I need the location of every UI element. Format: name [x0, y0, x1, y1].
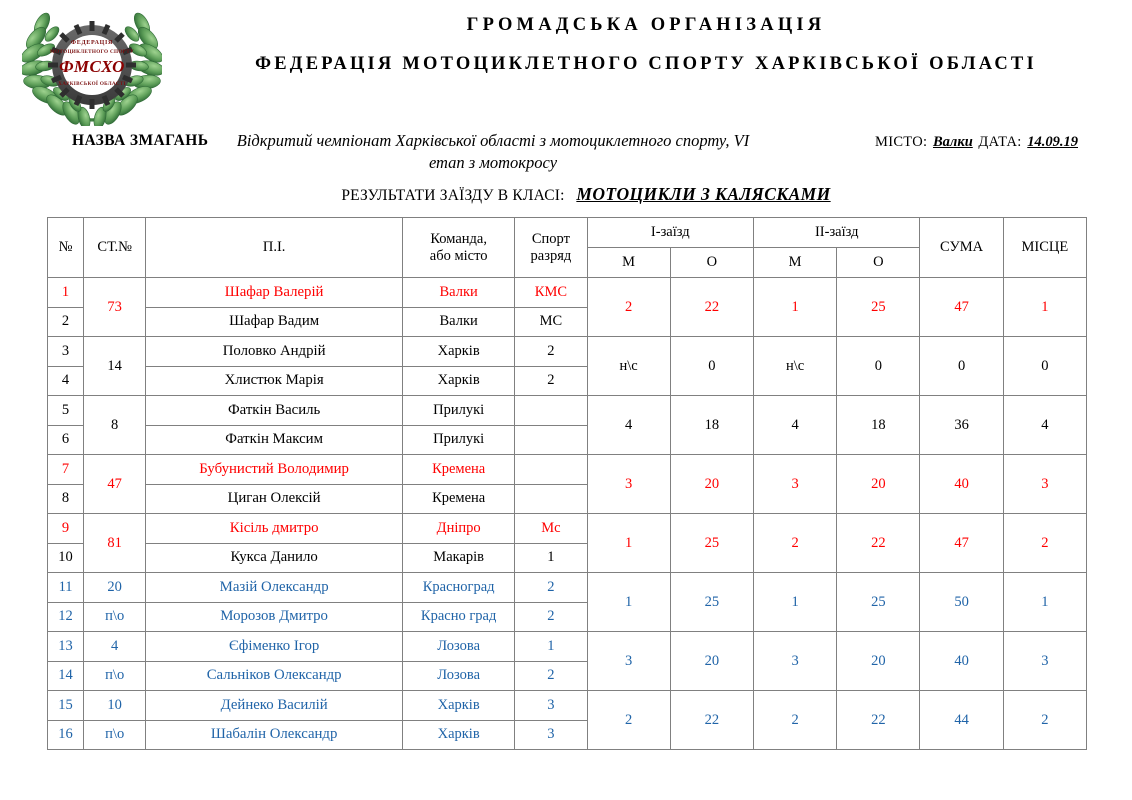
- cell-sport-rank: [515, 455, 587, 485]
- logo-ring-mid-text: МОТОЦИКЛЕТНОГО СПОРТУ: [49, 49, 135, 55]
- cell-heat2-o: 20: [837, 455, 920, 514]
- cell-heat1-o: 20: [670, 455, 753, 514]
- cell-sum: 40: [920, 632, 1003, 691]
- cell-place: 1: [1003, 573, 1086, 632]
- header-row-1: [48, 218, 1087, 248]
- cell-no: 3: [48, 337, 84, 367]
- cell-team: Красно град: [403, 602, 515, 632]
- col-header-heat1-m: М: [587, 248, 670, 278]
- date-label: ДАТА:: [978, 134, 1022, 150]
- cell-heat2-o: 25: [837, 278, 920, 337]
- cell-heat2-m: 1: [754, 278, 837, 337]
- cell-sport-rank: 3: [515, 720, 587, 750]
- cell-place: 3: [1003, 455, 1086, 514]
- cell-rider-name: Бубунистий Володимир: [146, 455, 403, 485]
- cell-heat1-o: 0: [670, 337, 753, 396]
- cell-heat1-o: 22: [670, 278, 753, 337]
- cell-start-no: 73: [84, 278, 146, 337]
- cell-heat2-m: 2: [754, 514, 837, 573]
- cell-rider-name: Фаткін Василь: [146, 396, 403, 426]
- cell-heat1-m: 3: [587, 455, 670, 514]
- cell-no: 10: [48, 543, 84, 573]
- cell-team: Дніпро: [403, 514, 515, 544]
- cell-heat2-m: 4: [754, 396, 837, 455]
- cell-sport-rank: 1: [515, 543, 587, 573]
- cell-place: 3: [1003, 632, 1086, 691]
- col-header-heat2-m: М: [754, 248, 837, 278]
- org-title-line-2: ФЕДЕРАЦІЯ МОТОЦИКЛЕТНОГО СПОРТУ ХАРКІВСЬКОЇ ОБЛАСТІ: [255, 54, 1037, 75]
- cell-rider-name: Шабалін Олександр: [146, 720, 403, 750]
- results-table-wrapper: [47, 217, 1087, 750]
- cell-team: Макарів: [403, 543, 515, 573]
- cell-heat2-o: 25: [837, 573, 920, 632]
- cell-sport-rank: 1: [515, 632, 587, 662]
- cell-heat2-m: н\с: [754, 337, 837, 396]
- logo-ring-top-text: ФЕДЕРАЦІЯ: [70, 40, 114, 46]
- logo-svg: [22, 8, 162, 126]
- cell-place: 2: [1003, 514, 1086, 573]
- document-header: [0, 0, 1132, 120]
- organization-titles: [170, 14, 1122, 75]
- class-result-line: [0, 184, 1132, 205]
- results-table: [47, 217, 1087, 750]
- col-header-start-no: СТ.№: [84, 218, 146, 278]
- competition-name-label: НАЗВА ЗМАГАНЬ: [72, 132, 209, 149]
- cell-no: 9: [48, 514, 84, 544]
- cell-rider-name: Сальніков Олександр: [146, 661, 403, 691]
- cell-team: Лозова: [403, 661, 515, 691]
- cell-rider-name: Дейнеко Василій: [146, 691, 403, 721]
- cell-sport-rank: 2: [515, 602, 587, 632]
- cell-team: Харків: [403, 720, 515, 750]
- competition-meta-row: [0, 128, 1132, 182]
- cell-team: Харків: [403, 337, 515, 367]
- cell-start-no: 10: [84, 691, 146, 721]
- class-label: РЕЗУЛЬТАТИ ЗАЇЗДУ В КЛАСІ:: [341, 187, 565, 204]
- cell-sport-rank: 2: [515, 366, 587, 396]
- cell-start-no: 8: [84, 396, 146, 455]
- cell-heat1-o: 18: [670, 396, 753, 455]
- cell-heat1-o: 22: [670, 691, 753, 750]
- cell-heat2-m: 2: [754, 691, 837, 750]
- cell-sum: 50: [920, 573, 1003, 632]
- col-header-name: П.І.: [146, 218, 403, 278]
- date-value: 14.09.19: [1027, 134, 1078, 150]
- cell-rider-name: Хлистюк Марія: [146, 366, 403, 396]
- cell-place: 0: [1003, 337, 1086, 396]
- cell-heat1-m: н\с: [587, 337, 670, 396]
- cell-rider-name: Половко Андрій: [146, 337, 403, 367]
- col-header-rank: [515, 218, 587, 278]
- col-header-place: МІСЦЕ: [1003, 218, 1086, 278]
- col-header-heat2-o: О: [837, 248, 920, 278]
- table-body: [48, 278, 1087, 750]
- table-row: [48, 632, 1087, 662]
- col-header-team-line2: або місто: [429, 247, 488, 264]
- cell-team: Харків: [403, 366, 515, 396]
- cell-no: 1: [48, 278, 84, 308]
- col-header-sum: СУМА: [920, 218, 1003, 278]
- cell-place: 2: [1003, 691, 1086, 750]
- table-row: [48, 514, 1087, 544]
- cell-sum: 40: [920, 455, 1003, 514]
- col-header-team-line1: Команда,: [430, 230, 487, 247]
- cell-no: 14: [48, 661, 84, 691]
- cell-no: 12: [48, 602, 84, 632]
- cell-heat2-o: 0: [837, 337, 920, 396]
- cell-start-no: п\о: [84, 602, 146, 632]
- cell-no: 5: [48, 396, 84, 426]
- cell-team: Кремена: [403, 484, 515, 514]
- cell-heat2-o: 18: [837, 396, 920, 455]
- cell-heat2-m: 3: [754, 455, 837, 514]
- cell-start-no: 81: [84, 514, 146, 573]
- cell-team: Валки: [403, 278, 515, 308]
- table-row: [48, 396, 1087, 426]
- cell-rider-name: Циган Олексій: [146, 484, 403, 514]
- cell-heat1-o: 25: [670, 573, 753, 632]
- cell-no: 11: [48, 573, 84, 603]
- cell-sport-rank: 2: [515, 661, 587, 691]
- cell-rider-name: Шафар Вадим: [146, 307, 403, 337]
- cell-rider-name: Кукса Данило: [146, 543, 403, 573]
- cell-heat1-m: 1: [587, 514, 670, 573]
- cell-no: 4: [48, 366, 84, 396]
- class-value: МОТОЦИКЛИ З КАЛЯСКАМИ: [576, 184, 831, 204]
- table-row: [48, 337, 1087, 367]
- col-header-heat1: I-заїзд: [587, 218, 753, 248]
- cell-no: 2: [48, 307, 84, 337]
- cell-team: Лозова: [403, 632, 515, 662]
- cell-sport-rank: 2: [515, 573, 587, 603]
- cell-team: Красноград: [403, 573, 515, 603]
- table-row: [48, 278, 1087, 308]
- cell-sport-rank: Мс: [515, 514, 587, 544]
- cell-team: Валки: [403, 307, 515, 337]
- cell-sum: 36: [920, 396, 1003, 455]
- cell-rider-name: Мазій Олександр: [146, 573, 403, 603]
- cell-start-no: 4: [84, 632, 146, 662]
- cell-start-no: 47: [84, 455, 146, 514]
- col-header-no: №: [48, 218, 84, 278]
- cell-sport-rank: [515, 396, 587, 426]
- cell-heat1-m: 2: [587, 278, 670, 337]
- cell-heat1-m: 3: [587, 632, 670, 691]
- cell-no: 6: [48, 425, 84, 455]
- cell-start-no: п\о: [84, 720, 146, 750]
- cell-rider-name: Шафар Валерій: [146, 278, 403, 308]
- cell-sum: 0: [920, 337, 1003, 396]
- col-header-rank-line2: разряд: [530, 247, 572, 264]
- cell-sport-rank: [515, 425, 587, 455]
- cell-no: 13: [48, 632, 84, 662]
- cell-heat1-m: 4: [587, 396, 670, 455]
- cell-heat2-m: 1: [754, 573, 837, 632]
- cell-place: 1: [1003, 278, 1086, 337]
- cell-team: Кремена: [403, 455, 515, 485]
- cell-rider-name: Морозов Дмитро: [146, 602, 403, 632]
- city-date-block: [875, 134, 1080, 151]
- cell-no: 16: [48, 720, 84, 750]
- city-value: Валки: [932, 134, 973, 150]
- cell-heat2-o: 22: [837, 691, 920, 750]
- table-row: [48, 455, 1087, 485]
- cell-team: Прилукі: [403, 425, 515, 455]
- cell-sport-rank: 3: [515, 691, 587, 721]
- cell-heat1-m: 2: [587, 691, 670, 750]
- table-row: [48, 573, 1087, 603]
- cell-rider-name: Фаткін Максим: [146, 425, 403, 455]
- cell-sport-rank: 2: [515, 337, 587, 367]
- cell-team: Харків: [403, 691, 515, 721]
- cell-sum: 47: [920, 514, 1003, 573]
- cell-heat2-m: 3: [754, 632, 837, 691]
- cell-no: 7: [48, 455, 84, 485]
- cell-no: 8: [48, 484, 84, 514]
- cell-start-no: п\о: [84, 661, 146, 691]
- cell-heat1-o: 20: [670, 632, 753, 691]
- city-label: МІСТО:: [875, 134, 928, 150]
- col-header-team: [403, 218, 515, 278]
- cell-sport-rank: КМС: [515, 278, 587, 308]
- cell-sum: 47: [920, 278, 1003, 337]
- logo-center-text: ФМСХО: [59, 57, 125, 76]
- col-header-heat2: II-заїзд: [754, 218, 920, 248]
- cell-rider-name: Єфіменко Ігор: [146, 632, 403, 662]
- table-row: [48, 691, 1087, 721]
- cell-heat1-m: 1: [587, 573, 670, 632]
- federation-logo: [22, 8, 162, 126]
- cell-heat2-o: 20: [837, 632, 920, 691]
- cell-sport-rank: [515, 484, 587, 514]
- org-title-line-1: ГРОМАДСЬКА ОРГАНІЗАЦІЯ: [466, 15, 826, 35]
- cell-start-no: 20: [84, 573, 146, 603]
- cell-sport-rank: МС: [515, 307, 587, 337]
- cell-heat2-o: 22: [837, 514, 920, 573]
- cell-no: 15: [48, 691, 84, 721]
- cell-start-no: 14: [84, 337, 146, 396]
- cell-place: 4: [1003, 396, 1086, 455]
- logo-ring-bottom-text: ХАРКІВСЬКОЇ ОБЛАСТІ: [58, 81, 126, 87]
- cell-rider-name: Кісіль дмитро: [146, 514, 403, 544]
- cell-sum: 44: [920, 691, 1003, 750]
- col-header-rank-line1: Спорт: [531, 230, 570, 247]
- col-header-heat1-o: О: [670, 248, 753, 278]
- competition-name-value: Відкритий чемпіонат Харківської області з мотоциклетного спорту, VI етап з мотокросу: [236, 131, 750, 172]
- cell-team: Прилукі: [403, 396, 515, 426]
- table-head: [48, 218, 1087, 278]
- cell-heat1-o: 25: [670, 514, 753, 573]
